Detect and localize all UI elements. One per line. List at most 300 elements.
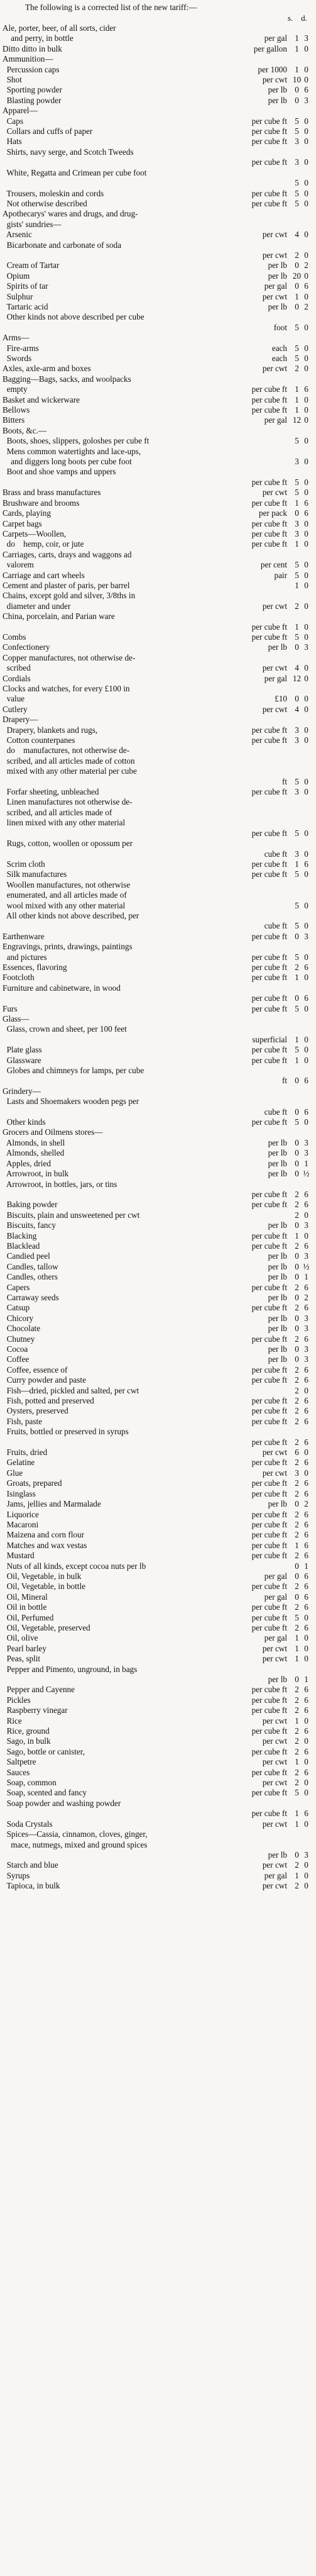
tariff-shillings: 1 <box>295 405 299 415</box>
tariff-pence: 0 <box>304 849 308 859</box>
tariff-shillings: 0 <box>295 508 299 518</box>
tariff-unit <box>223 467 292 477</box>
tariff-shillings: 4 <box>295 230 299 240</box>
tariff-pence: 6 <box>304 1364 308 1374</box>
tariff-pence <box>302 1014 311 1024</box>
tariff-unit: per gal <box>264 673 287 683</box>
tariff-item: Boots, &c.— <box>3 425 46 435</box>
tariff-row <box>3 1334 311 1344</box>
tariff-row <box>3 1499 311 1509</box>
tariff-unit: each <box>271 354 287 363</box>
tariff-unit: per cube ft <box>251 1519 287 1529</box>
tariff-item: Carriages, carts, drays and waggons ad <box>3 549 132 559</box>
tariff-row <box>3 1169 311 1179</box>
tariff-shillings <box>292 106 302 116</box>
tariff-unit: per lb <box>268 1272 287 1282</box>
tariff-unit: per lb <box>268 301 287 311</box>
tariff-row <box>3 1272 311 1282</box>
tariff-pence: 6 <box>304 1540 308 1550</box>
tariff-item: Mustard <box>3 1551 35 1561</box>
tariff-unit <box>223 147 292 157</box>
tariff-pence <box>302 374 311 384</box>
tariff-pence: 3 <box>304 1137 308 1147</box>
tariff-item: Swords <box>3 354 32 363</box>
tariff-shillings: 5 <box>295 126 299 137</box>
tariff-pence <box>302 1024 311 1034</box>
tariff-unit: per cube ft <box>251 1396 287 1406</box>
tariff-pence: 0 <box>304 157 308 167</box>
tariff-row <box>3 808 311 818</box>
tariff-unit: per cube ft <box>251 1788 287 1798</box>
tariff-item: and perry, in bottle <box>3 33 74 43</box>
tariff-unit: per cube ft <box>251 1458 287 1468</box>
tariff-unit: per cube ft <box>251 1282 287 1292</box>
tariff-pence: 6 <box>304 1478 308 1488</box>
tariff-shillings: 0 <box>295 1272 299 1282</box>
tariff-shillings: 2 <box>295 1385 299 1395</box>
tariff-row <box>3 116 311 126</box>
tariff-shillings: 3 <box>295 137 299 147</box>
tariff-unit <box>223 911 292 921</box>
tariff-shillings: 1 <box>295 973 299 983</box>
tariff-pence: 0 <box>304 580 308 590</box>
tariff-shillings: 3 <box>295 518 299 528</box>
tariff-pence: 1 <box>304 1158 308 1168</box>
tariff-unit: per lb <box>268 1354 287 1364</box>
tariff-unit: per cube ft <box>251 1045 287 1055</box>
tariff-row <box>3 828 311 839</box>
tariff-shillings <box>292 591 302 601</box>
tariff-shillings: 0 <box>295 1344 299 1354</box>
tariff-shillings: 1 <box>295 43 299 53</box>
tariff-item: Sauces <box>3 1767 30 1777</box>
tariff-row <box>3 529 311 539</box>
tariff-unit: per cube ft <box>251 157 287 167</box>
tariff-unit <box>223 1024 292 1034</box>
tariff-pence: 2 <box>304 1292 308 1302</box>
tariff-pence: 6 <box>304 1685 308 1695</box>
tariff-item: Ditto ditto in bulk <box>3 43 62 53</box>
tariff-row <box>3 932 311 942</box>
tariff-unit: per cube ft <box>251 1746 287 1756</box>
tariff-unit: per cube ft <box>251 1200 287 1210</box>
tariff-row <box>3 880 311 890</box>
tariff-row <box>3 1365 311 1375</box>
tariff-pence: 6 <box>304 1592 308 1602</box>
tariff-pence <box>302 333 311 343</box>
tariff-shillings: 2 <box>295 1509 299 1519</box>
tariff-item: Cutlery <box>3 704 28 714</box>
tariff-item: Engravings, prints, drawings, paintings <box>3 942 133 952</box>
tariff-row <box>3 1117 311 1127</box>
tariff-row <box>3 1747 311 1757</box>
tariff-row <box>3 797 311 807</box>
tariff-item: Basket and wickerware <box>3 394 80 404</box>
tariff-shillings: 5 <box>295 776 299 786</box>
tariff-item: Liquorice <box>3 1509 39 1519</box>
tariff-item: Groats, prepared <box>3 1478 62 1488</box>
tariff-pence: 0 <box>304 735 308 745</box>
tariff-pence: 2 <box>304 1499 308 1509</box>
tariff-row <box>3 1231 311 1241</box>
tariff-shillings: 0 <box>295 1499 299 1509</box>
tariff-pence <box>302 426 311 436</box>
tariff-unit <box>223 808 292 818</box>
tariff-shillings <box>292 1066 302 1076</box>
tariff-row <box>3 137 311 147</box>
tariff-shillings: 0 <box>295 694 299 704</box>
tariff-item: Coffee <box>3 1354 30 1364</box>
tariff-shillings: 5 <box>295 354 299 363</box>
tariff-pence <box>302 209 311 219</box>
tariff-unit: per cwt <box>262 663 287 673</box>
tariff-unit <box>223 901 292 911</box>
tariff-item: Grocers and Oilmens stores— <box>3 1127 103 1137</box>
tariff-unit: per cube ft <box>251 1189 287 1199</box>
tariff-pence: 0 <box>304 1643 308 1653</box>
tariff-pence: 3 <box>304 1251 308 1261</box>
tariff-shillings: 2 <box>295 1705 299 1715</box>
tariff-pence <box>302 1127 311 1137</box>
tariff-unit: per lb <box>268 1499 287 1509</box>
tariff-shillings: 0 <box>295 1220 299 1230</box>
tariff-row <box>3 1293 311 1303</box>
tariff-row <box>3 1375 311 1385</box>
tariff-shillings <box>292 745 302 756</box>
tariff-row <box>3 447 311 457</box>
tariff-shillings: 1 <box>295 498 299 508</box>
tariff-pence: 6 <box>304 498 308 508</box>
tariff-unit <box>223 333 292 343</box>
tariff-item: Cards, playing <box>3 508 51 518</box>
tariff-item: Essences, flavoring <box>3 962 67 972</box>
tariff-row <box>3 1571 311 1581</box>
tariff-pence: 0 <box>304 64 308 74</box>
tariff-unit: per cwt <box>262 364 287 374</box>
tariff-row <box>3 209 311 219</box>
tariff-pence: 6 <box>304 1396 308 1406</box>
tariff-row <box>3 1685 311 1695</box>
tariff-shillings: 0 <box>295 1261 299 1271</box>
tariff-shillings: 1 <box>295 1715 299 1726</box>
tariff-item: Gelatine <box>3 1458 35 1468</box>
tariff-row <box>3 1447 311 1458</box>
tariff-unit: per cube ft <box>251 1375 287 1385</box>
tariff-shillings: 0 <box>295 1313 299 1323</box>
tariff-item: empty <box>3 384 28 394</box>
tariff-pence <box>302 147 311 157</box>
tariff-item: valorem <box>3 560 34 570</box>
tariff-shillings: 2 <box>295 1767 299 1777</box>
tariff-unit: per cwt <box>262 1881 287 1891</box>
tariff-unit: per cube ft <box>251 869 287 879</box>
tariff-item: Catsup <box>3 1303 30 1313</box>
tariff-unit: pair <box>274 570 287 580</box>
tariff-item: Glassware <box>3 1055 41 1065</box>
tariff-pence <box>302 1096 311 1107</box>
tariff-row <box>3 1004 311 1014</box>
tariff-row <box>3 1778 311 1788</box>
tariff-unit <box>223 1664 292 1675</box>
tariff-shillings: 2 <box>295 962 299 972</box>
tariff-pence: 0 <box>304 126 308 137</box>
tariff-unit: per gal <box>264 415 287 425</box>
tariff-unit: per cube ft <box>251 1695 287 1705</box>
tariff-item: Jams, jellies and Marmalade <box>3 1499 101 1509</box>
tariff-unit: per cube ft <box>251 1622 287 1632</box>
tariff-pence <box>302 1798 311 1809</box>
tariff-row <box>3 1468 311 1478</box>
tariff-item: Forfar sheeting, unbleached <box>3 787 99 797</box>
tariff-item: Brass and brass manufactures <box>3 488 101 498</box>
tariff-row <box>3 745 311 756</box>
tariff-shillings: 0 <box>295 1107 299 1117</box>
tariff-shillings: 2 <box>295 1189 299 1199</box>
tariff-shillings <box>292 209 302 219</box>
tariff-unit: per cwt <box>262 1447 287 1458</box>
tariff-pence: 0 <box>304 354 308 363</box>
tariff-item: scribed, and all articles made of cotton <box>3 756 135 766</box>
tariff-row <box>3 1035 311 1045</box>
tariff-unit: per gal <box>264 1633 287 1643</box>
tariff-pence: 6 <box>304 508 308 518</box>
tariff-row <box>3 312 311 322</box>
tariff-unit: per cube ft <box>251 1488 287 1498</box>
tariff-pence: 0 <box>304 1881 308 1891</box>
tariff-item: All other kinds not above described, per <box>3 910 139 920</box>
tariff-pence: 0 <box>304 1633 308 1643</box>
tariff-pence: 0 <box>304 1715 308 1726</box>
tariff-unit: per cube ft <box>251 1540 287 1550</box>
tariff-pence <box>302 1086 311 1096</box>
tariff-item: Caps <box>3 116 23 126</box>
tariff-shillings: 2 <box>295 1746 299 1756</box>
tariff-unit: per cent <box>260 560 287 570</box>
tariff-row <box>3 1406 311 1416</box>
tariff-pence: 3 <box>304 1849 308 1860</box>
tariff-row <box>3 1602 311 1612</box>
tariff-row <box>3 1283 311 1293</box>
tariff-item <box>3 777 223 787</box>
tariff-item: Shot <box>3 75 22 85</box>
tariff-unit <box>223 1014 292 1024</box>
tariff-item: Capers <box>3 1282 30 1292</box>
tariff-unit <box>223 684 292 694</box>
tariff-row <box>3 1581 311 1592</box>
tariff-row <box>3 477 311 488</box>
tariff-row <box>3 260 311 270</box>
tariff-row <box>3 374 311 384</box>
tariff-shillings <box>292 818 302 828</box>
tariff-row <box>3 539 311 549</box>
tariff-item: Rice <box>3 1715 22 1726</box>
tariff-pence: 6 <box>304 1488 308 1498</box>
tariff-item <box>3 1809 223 1819</box>
tariff-item: Sago, in bulk <box>3 1736 51 1746</box>
tariff-shillings: 3 <box>295 849 299 859</box>
tariff-unit: per cube ft <box>251 1551 287 1561</box>
tariff-row <box>3 1695 311 1705</box>
tariff-row <box>3 1819 311 1829</box>
tariff-shillings <box>292 147 302 157</box>
tariff-pence <box>302 106 311 116</box>
tariff-item: White, Regatta and Crimean per cube foot <box>3 167 147 177</box>
tariff-unit: per 1000 <box>258 64 287 74</box>
tariff-row <box>3 54 311 64</box>
tariff-pence: 6 <box>304 993 308 1003</box>
tariff-row <box>3 1664 311 1675</box>
tariff-item <box>3 622 223 632</box>
tariff-shillings <box>292 942 302 952</box>
tariff-row <box>3 560 311 570</box>
tariff-shillings: 3 <box>295 1468 299 1478</box>
tariff-row <box>3 622 311 632</box>
tariff-shillings: 5 <box>295 322 299 332</box>
tariff-item: Almonds, shelled <box>3 1148 65 1158</box>
tariff-unit <box>223 1096 292 1107</box>
tariff-pence: 1 <box>304 1272 308 1282</box>
tariff-row <box>3 220 311 230</box>
tariff-item: Arrowroot, in bottles, jars, or tins <box>3 1179 117 1189</box>
tariff-shillings <box>292 911 302 921</box>
tariff-shillings <box>292 447 302 457</box>
tariff-shillings: 0 <box>295 260 299 270</box>
tariff-shillings: 5 <box>295 188 299 198</box>
tariff-unit <box>223 581 292 591</box>
tariff-row <box>3 1313 311 1324</box>
currency-column-header <box>3 13 311 23</box>
tariff-row <box>3 1530 311 1540</box>
tariff-row <box>3 1086 311 1096</box>
tariff-row <box>3 1241 311 1251</box>
tariff-row <box>3 1056 311 1066</box>
tariff-item: mace, nutmegs, mixed and ground spices <box>3 1839 148 1849</box>
tariff-unit <box>223 839 292 849</box>
tariff-row <box>3 302 311 312</box>
tariff-item: Cordials <box>3 673 31 683</box>
tariff-shillings: 0 <box>295 1292 299 1302</box>
tariff-pence <box>302 653 311 663</box>
tariff-row <box>3 1138 311 1148</box>
tariff-shillings: 2 <box>295 1726 299 1736</box>
tariff-unit: per cube ft <box>251 962 287 972</box>
tariff-pence: 0 <box>304 178 308 188</box>
tariff-row <box>3 859 311 869</box>
tariff-item: scribed, and all articles made of <box>3 807 112 817</box>
tariff-unit: per cwt <box>262 1643 287 1653</box>
tariff-row <box>3 323 311 333</box>
tariff-pence: 3 <box>304 1148 308 1158</box>
tariff-unit: per gal <box>264 1571 287 1581</box>
tariff-item: linen mixed with any other material <box>3 818 126 828</box>
tariff-pence: 0 <box>304 1757 308 1767</box>
tariff-unit: per gal <box>264 33 287 43</box>
tariff-row <box>3 147 311 157</box>
tariff-unit <box>223 168 292 178</box>
tariff-pence: 0 <box>304 436 308 446</box>
tariff-unit: per cwt <box>262 1654 287 1664</box>
tariff-row <box>3 1190 311 1200</box>
tariff-row <box>3 1510 311 1520</box>
tariff-shillings: 2 <box>295 1736 299 1746</box>
tariff-unit: per lb <box>268 1313 287 1323</box>
tariff-row <box>3 1024 311 1034</box>
tariff-shillings: 3 <box>295 457 299 467</box>
tariff-pence: 0 <box>304 560 308 570</box>
tariff-item: Rice, ground <box>3 1726 50 1736</box>
tariff-pence: 3 <box>304 33 308 43</box>
tariff-row <box>3 508 311 518</box>
tariff-row <box>3 436 311 446</box>
tariff-pence: 3 <box>304 1344 308 1354</box>
tariff-row <box>3 415 311 425</box>
tariff-item: Fish, paste <box>3 1416 43 1426</box>
tariff-pence: 0 <box>304 394 308 404</box>
tariff-unit: per cube ft <box>251 1437 287 1447</box>
tariff-row <box>3 921 311 931</box>
tariff-pence: 6 <box>304 1530 308 1540</box>
tariff-item: Chicory <box>3 1313 34 1323</box>
tariff-unit: per lb <box>268 1169 287 1179</box>
tariff-item: Tartaric acid <box>3 301 48 311</box>
tariff-pence <box>302 168 311 178</box>
tariff-row <box>3 1396 311 1406</box>
tariff-pence: 6 <box>304 962 308 972</box>
tariff-item: Glue <box>3 1468 23 1478</box>
tariff-pence <box>302 880 311 890</box>
tariff-shillings: 5 <box>295 828 299 838</box>
tariff-unit <box>223 426 292 436</box>
tariff-row <box>3 1220 311 1230</box>
tariff-unit: per cube ft <box>251 735 287 745</box>
tariff-pence: 6 <box>304 1726 308 1736</box>
tariff-row <box>3 1809 311 1819</box>
tariff-pence: 6 <box>304 1303 308 1313</box>
tariff-item: Cotton counterpanes <box>3 735 75 745</box>
tariff-pence: 0 <box>304 952 308 962</box>
tariff-unit <box>223 818 292 828</box>
tariff-item: Other kinds not above described per cube <box>3 312 144 322</box>
tariff-unit: superficial <box>252 1034 287 1044</box>
tariff-pence: 0 <box>304 663 308 673</box>
tariff-pence: 0 <box>304 1003 308 1013</box>
tariff-shillings: 1 <box>295 1809 299 1819</box>
tariff-unit: per cube ft <box>251 1406 287 1416</box>
tariff-item: Fire-arms <box>3 343 39 353</box>
tariff-item: Isinglass <box>3 1488 36 1498</box>
tariff-pence: 6 <box>304 1581 308 1592</box>
tariff-shillings: 12 <box>292 415 302 425</box>
tariff-pence: 0 <box>304 343 308 353</box>
tariff-row <box>3 292 311 302</box>
tariff-unit: per cube ft <box>251 1685 287 1695</box>
tariff-item: Confectionery <box>3 642 50 652</box>
tariff-item: Carraway seeds <box>3 1292 59 1302</box>
tariff-pence: 6 <box>304 1458 308 1468</box>
tariff-unit: per lb <box>268 1675 287 1684</box>
tariff-pence: 6 <box>304 281 308 291</box>
tariff-pence: 0 <box>304 518 308 528</box>
tariff-unit <box>223 756 292 766</box>
tariff-shillings <box>292 653 302 663</box>
tariff-item: Apparel— <box>3 106 38 116</box>
tariff-item: Furniture and cabinetware, in wood <box>3 983 121 993</box>
tariff-shillings: 1 <box>295 1819 299 1829</box>
tariff-pence: 0 <box>304 601 308 611</box>
tariff-shillings: 4 <box>295 663 299 673</box>
tariff-unit: per lb <box>268 1292 287 1302</box>
tariff-pence: 0 <box>304 75 308 85</box>
